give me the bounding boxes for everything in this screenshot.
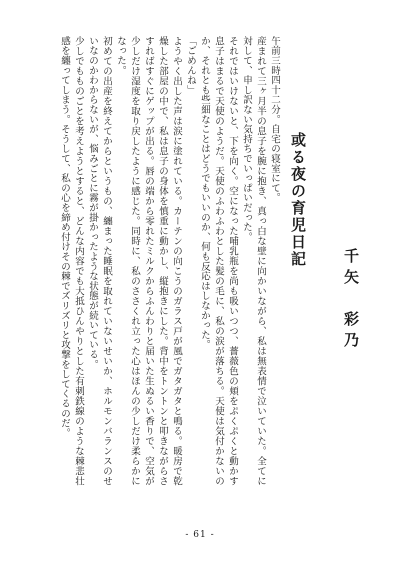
paragraph: 少しでもものごとを考えようとすると、どんな内容でも大抵ひんやりとした有刺鉄線のような棘悲壮感を纏ってしまう。そうして、私の心を締め付けその棘でズリズリと攻撃をしてくるのだ。 [59,36,84,486]
paragraph: ようやく出した声は涙に塗れている。カーテンの向こうのガラス戸が風でガタガタと鳴る。暖房で乾燥した部屋の中で、私は息子の身体を慎重に動かし、縦抱きにした。背中をトントンと叩きながらさすればすぐにゲップが出る。唇の端から零れたミルクからふんわりと届いた生ぬるい香りで、空気が少しだけ湿度を取り戻したように感じた。同時に、私のささくれ立った心はほんの少しだけ柔らかになった。 [115,36,182,486]
article-body [59,36,281,486]
article-title: 或る夜の育児日記 [289,132,307,268]
paragraph: 「ごめんね」 [185,36,196,95]
paragraph: 午前三時四十二分。自宅の寝室にて。 [269,36,280,203]
paragraph: 初めての出産を終えてからというもの、纏まった睡眠を取れていないせいか、ホルモンバランスのせいなのかわからないが、悩みごとに霧が掛かったような状態が続いている。 [87,36,112,486]
author-name: 千矢 彩乃 [342,248,360,353]
paragraph: 産まれて三ヶ月半の息子を腕に抱き、真っ白な壁に向かいながら、私は無表情で泣いていた。全てに対して、申し訳ない気持ちでいっぱいだった。 [241,36,266,486]
paragraph: それではいけないと、下を向く。空になった哺乳瓶を尚も吸いつつ、薔薇色の頬をぷくぷくと動かす息子はまるで天使のようだ。天使のふわふわとした髪の毛に、私の涙が落ちる。天使は気付かないのか、それとも些細なことはどうでもいいのか、何も反応はしなかった。 [199,36,238,486]
page-number: - 61 - [185,530,215,540]
